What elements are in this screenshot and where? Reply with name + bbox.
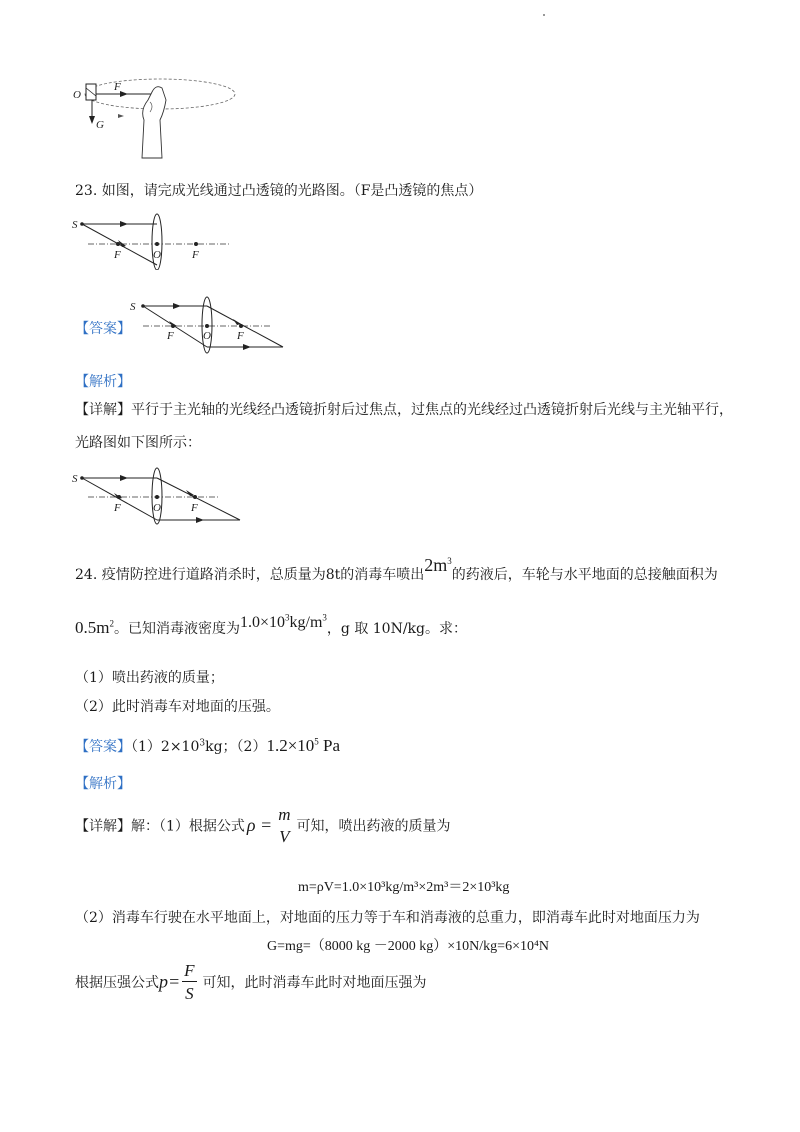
question-23-text: 23. 如图，请完成光线通过凸透镜的光路图。（F是凸透镜的焦点） (75, 183, 483, 199)
label-f-right: F (237, 330, 244, 342)
detail-24-line1: 【详解】解：（1）根据公式 ρ = m V 可知，喷出药液的质量为 (75, 805, 451, 846)
label-o: O (73, 89, 81, 101)
q23-lens-figure (70, 210, 235, 270)
label-o: O (153, 502, 161, 514)
detail-23-lens-figure (70, 466, 245, 528)
density-text: 。已知消毒液密度为 (113, 621, 240, 637)
label-o: O (203, 330, 211, 342)
label-f-right: F (192, 249, 199, 261)
label-g: G (96, 119, 104, 131)
p-lhs: p= (159, 971, 181, 992)
question-24-line2 (75, 612, 467, 638)
question-24-sub1: （1）喷出药液的质量； (75, 670, 224, 686)
page-mark (543, 14, 545, 16)
area-value: $0.5m^2$ (75, 618, 114, 637)
rho-lhs: ρ = (246, 815, 273, 835)
label-s: S (72, 219, 78, 231)
detail-23-text: 平行于主光轴的光线经凸透镜折射后过焦点，过焦点的光线经过凸透镜折射后光线与主光轴平行， (131, 402, 733, 418)
question-24-prefix: 24. 疫情防控进行道路消杀时，总质量为8t的消毒车喷出 (75, 567, 425, 583)
answer-24-line: 【答案】$(1)2\times 10^3kg$；$(2)1.2\times 10^5$ Pa (75, 736, 341, 755)
answer-24-tag: 【答案】 (75, 739, 131, 755)
analysis-23-tag: 【解析】 (75, 374, 131, 390)
question-24-sub2: （2）此时消毒车对地面的压强。 (75, 699, 280, 715)
detail-23-line2: 光路图如下图所示： (75, 435, 201, 451)
label-f-left: F (167, 330, 174, 342)
detail-24-tag: 【详解】 (75, 818, 131, 835)
answer-23-lens-figure (125, 295, 290, 355)
detail-23-line1 (75, 399, 733, 419)
equation-mass: m=ρV=1.0×10³kg/m³×2m³＝2×10³kg (298, 880, 510, 895)
density-value: $1.0\times 10^3kg/m^3$ (239, 612, 327, 631)
rho-fraction: m V (278, 805, 291, 846)
pressure-answer: $1.2\times 10^5$ Pa (266, 736, 341, 755)
analysis-24-tag: 【解析】 (75, 776, 131, 792)
label-s: S (130, 301, 136, 313)
volume-value: $2m^3$ (424, 555, 452, 575)
label-f-right: F (191, 502, 198, 514)
label-s: S (72, 473, 78, 485)
answer-23-tag: 【答案】 (75, 321, 131, 337)
label-f-left: F (114, 502, 121, 514)
label-f-left: F (114, 249, 121, 261)
question-24-suffix: 的药液后，车轮与水平地面的总接触面积为 (451, 567, 718, 583)
label-o: O (153, 249, 161, 261)
label-f: F (114, 81, 121, 93)
g-text: ，g 取 10N/kg。求： (326, 621, 467, 637)
equation-force: G=mg=（8000 kg －2000 kg）×10N/kg=6×10⁴N (267, 939, 549, 954)
swing-figure (70, 70, 240, 160)
question-24-line1 (75, 555, 718, 584)
detail-24-line3: 根据压强公式p= $\frac{F}{S}$ 可知，此时消毒车此时对地面压强为 (75, 961, 427, 1003)
detail-24-line2: （2）消毒车行驶在水平地面上，对地面的压力等于车和消毒液的总重力，即消毒车此时对地面压力为 (75, 910, 700, 926)
detail-23-tag: 【详解】 (75, 402, 131, 418)
pressure-fraction: $\frac{F}{S}$ (184, 961, 195, 1003)
